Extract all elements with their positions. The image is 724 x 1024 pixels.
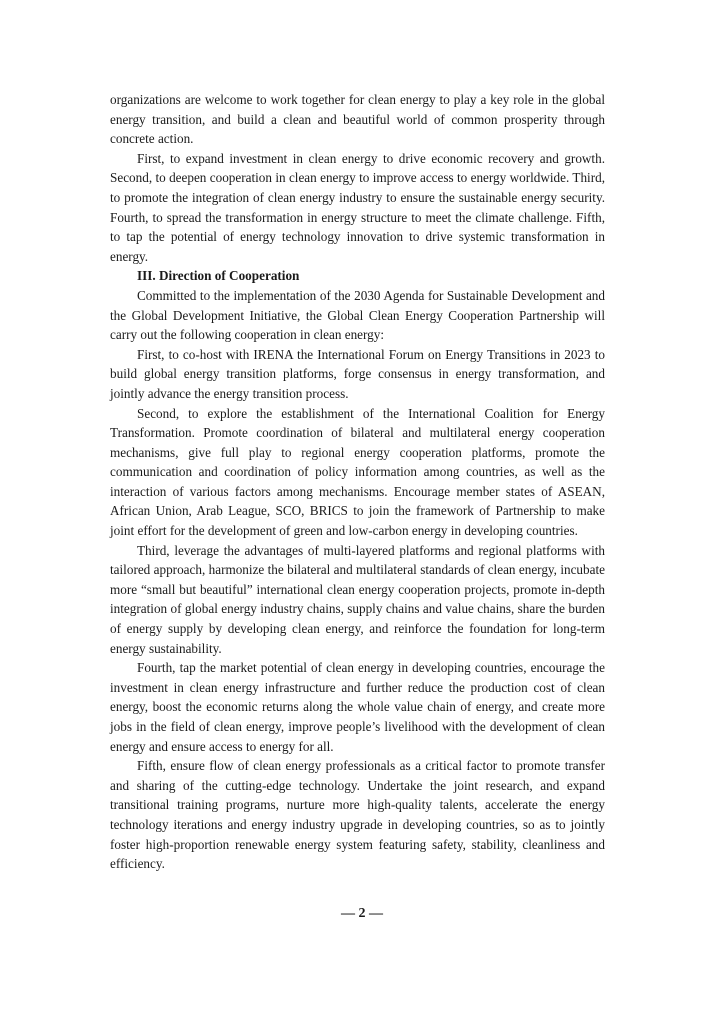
paragraph-first: First, to co-host with IRENA the International Forum on Energy Transitions in 2023 to build global energy transition platforms, forge consensus in energy transformation, and jointly advance the energy transition process. [110,346,605,401]
paragraph-goals: First, to expand investment in clean energy to drive economic recovery and growth. Second, to deepen cooperation in clean energy to improve access to energy worldwide. Third, to promote the integration of clean energy industry to ensure the sustainable energy security. Fourth, to spread the transformation in energy structure to meet the climate challenge. Fifth, to tap the potential of energy technology innovation to drive systemic transformation in energy. [110,150,605,264]
page-number: — 2 — [341,906,383,921]
body-text [110,90,605,874]
paragraph-fifth: Fifth, ensure flow of clean energy professionals as a critical factor to promote transfer and sharing of the cutting-edge technology. Undertake the joint research, and expand transitional training programs, nurture more high-quality talents, accelerate the energy technology iterations and energy industry upgrade in developing countries, so as to jointly foster high-proportion renewable energy system featuring safety, stability, cleanliness and efficiency. [110,758,605,872]
paragraph-third: Third, leverage the advantages of multi-layered platforms and regional platforms with tailored approach, harmonize the bilateral and multilateral standards of clean energy, incubate more “small but beautiful” international clean energy cooperation projects, promote in-depth integration of global energy industry chains, supply chains and value chains, share the burden of energy supply by developing clean energy, and reinforce the foundation for long-term energy sustainability. [110,542,605,656]
paragraph-commitment: Committed to the implementation of the 2030 Agenda for Sustainable Development and the Global Development Initiative, the Global Clean Energy Cooperation Partnership will carry out the following cooperation in clean energy: [110,287,605,343]
paragraph-fourth: Fourth, tap the market potential of clean energy in developing countries, encourage the investment in clean energy infrastructure and further reduce the production cost of clean energy, boost the economic returns along the whole value chain of energy, and create more jobs in the field of clean energy, improve people’s livelihood with the development of clean energy and ensure access to energy for all. [110,660,605,754]
paragraph-second: Second, to explore the establishment of the International Coalition for Energy Transformation. Promote coordination of bilateral and multilateral energy cooperation mechanisms, give full play to regional energy cooperation platforms, promote the communication and coordination of policy information among countries, as well as the interaction of various factors among mechanisms. Encourage member states of ASEAN, African Union, Arab League, SCO, BRICS to join the framework of Partnership to make joint effort for the development of green and low-carbon energy in developing countries. [110,405,605,539]
section-heading: III. Direction of Cooperation [137,268,300,284]
paragraph-continuation: organizations are welcome to work together for clean energy to play a key role in the global energy transition, and build a clean and beautiful world of common prosperity through concrete action. [110,92,605,147]
